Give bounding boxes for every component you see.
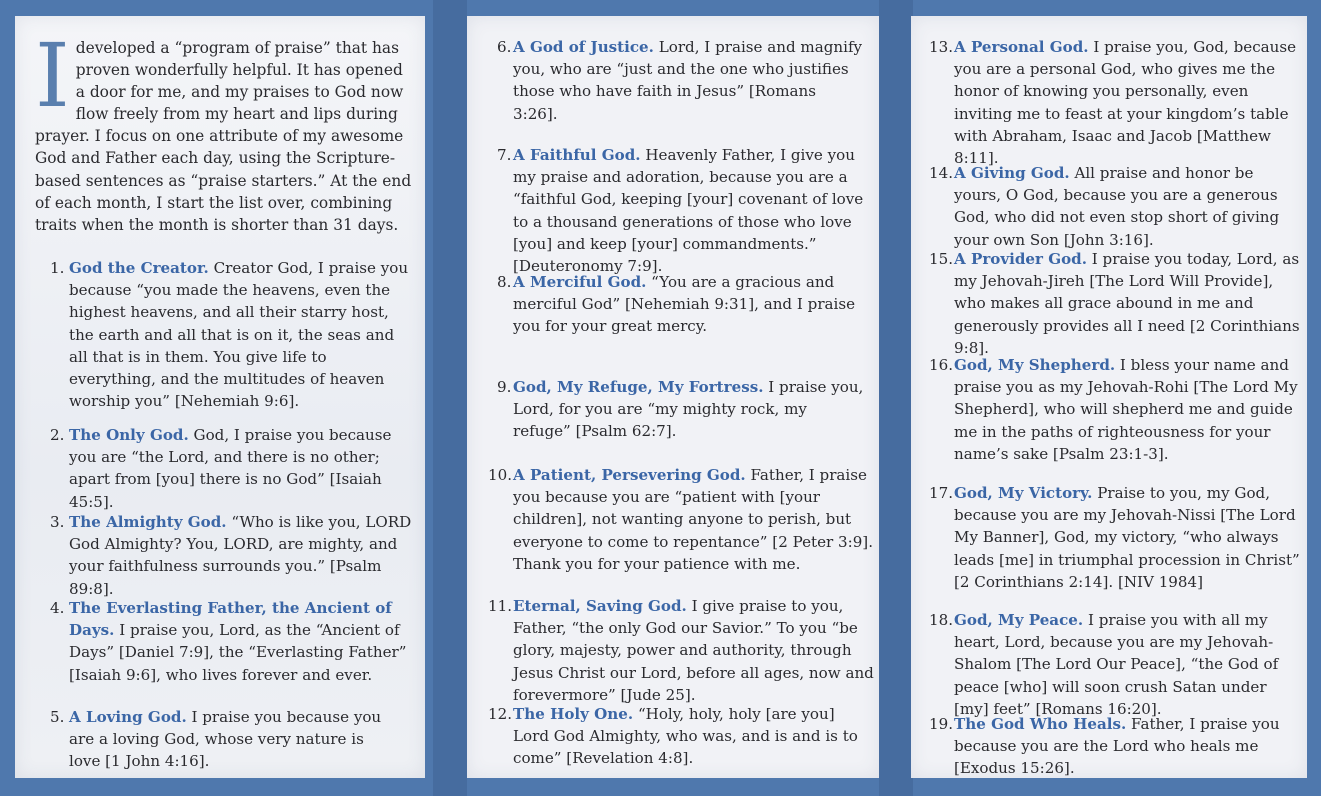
item-number: 5. bbox=[50, 708, 65, 726]
item-text: Heavenly Father, I give you my praise and adoration, because you are a “faithful God, keeping [your] covenant of love to a thousand generations of those who love [you] and keep [your] commandments.” [Deuteronomy 7:9]. bbox=[513, 146, 864, 276]
item-text: Praise to you, my God, because you are my Jehovah-Nissi [The Lord My Banner], God, my victory, “who always leads [me] in triumphal procession in Christ” [2 Corinthians 2:14]. [NIV 1984] bbox=[954, 484, 1300, 591]
item-text: God, I praise you because you are “the Lord, and there is no other; apart from [you] there is no God” [Isaiah 45:5]. bbox=[69, 426, 392, 511]
item-text: I bless your name and praise you as my Jehovah-Rohi [The Lord My Shepherd], who will shepherd me and guide me in the paths of righteousness for your name’s sake [Psalm 23:1-3]. bbox=[954, 356, 1298, 463]
item-title: God, My Peace. bbox=[954, 611, 1084, 629]
item-text: I praise you today, Lord, as my Jehovah-Jireh [The Lord Will Provide], who makes all grace abound in me and generously provides all I need [2 Corinthians 9:8]. bbox=[954, 250, 1300, 357]
item-number: 3. bbox=[50, 513, 65, 531]
praise-item bbox=[929, 36, 1299, 169]
praise-item bbox=[929, 713, 1303, 778]
praise-item bbox=[929, 609, 1303, 720]
brochure-panel-left bbox=[15, 16, 425, 778]
item-text: “Holy, holy, holy [are you] Lord God Almighty, who was, and is and is to come” [Revelation 4:8]. bbox=[513, 705, 858, 768]
item-title: A Loving God. bbox=[69, 708, 187, 726]
item-number: 11. bbox=[488, 597, 513, 615]
brochure-panel-middle bbox=[467, 16, 879, 778]
item-number: 19. bbox=[929, 715, 954, 733]
item-title: A Giving God. bbox=[954, 164, 1070, 182]
item-title: The God Who Heals. bbox=[954, 715, 1127, 733]
item-text: Creator God, I praise you because “you made the heavens, even the highest heavens, and all their starry host, the earth and all that is on it, the seas and all that is in them. You give life to everything, and the multitudes of heaven worship you” [Nehemiah 9:6]. bbox=[69, 259, 409, 411]
item-number: 8. bbox=[497, 273, 512, 291]
item-number: 12. bbox=[488, 705, 513, 723]
item-text: Father, I praise you because you are the Lord who heals me [Exodus 15:26]. bbox=[954, 715, 1280, 778]
intro-text: developed a “program of praise” that has proven wonderfully helpful. It has opened a door for me, and my praises to God now flow freely from my heart and lips during prayer. I focus on one attribute of my awesome God and Father each day, using the Scripture-based sentences as “praise starters.” At the end of each month, I start the list over, combining traits when the month is shorter than 31 days. bbox=[35, 39, 412, 234]
item-title: The Everlasting Father, the Ancient of Days. bbox=[69, 599, 392, 640]
praise-item bbox=[929, 162, 1303, 251]
praise-item bbox=[488, 464, 874, 575]
brochure-panel-right bbox=[911, 16, 1307, 778]
item-number: 10. bbox=[488, 466, 513, 484]
praise-item bbox=[497, 36, 865, 125]
intro-paragraph bbox=[35, 24, 413, 236]
item-text: All praise and honor be yours, O God, because you are a generous God, who did not even stop short of giving your own Son [John 3:16]. bbox=[954, 164, 1280, 249]
item-number: 9. bbox=[497, 378, 512, 396]
item-title: A Merciful God. bbox=[513, 273, 647, 291]
item-title: A Faithful God. bbox=[513, 146, 641, 164]
drop-cap: I bbox=[35, 24, 70, 127]
item-text: I praise you with all my heart, Lord, because you are my Jehovah-Shalom [The Lord Our Peace], “the God of peace [who] will soon crush Satan under [my] feet” [Romans 16:20]. bbox=[954, 611, 1279, 718]
item-number: 16. bbox=[929, 356, 954, 374]
item-number: 1. bbox=[50, 259, 65, 277]
praise-item bbox=[488, 595, 874, 706]
item-text: “Who is like you, LORD God Almighty? You, LORD, are mighty, and your faithfulness surrounds you.” [Psalm 89:8]. bbox=[69, 513, 412, 598]
item-number: 18. bbox=[929, 611, 954, 629]
item-text: I praise you, God, because you are a personal God, who gives me the honor of knowing you personally, even inviting me to feast at your kingdom’s table with Abraham, Isaac and Jacob [Matthew 8:11]. bbox=[954, 38, 1297, 168]
item-title: God, My Victory. bbox=[954, 484, 1093, 502]
item-number: 4. bbox=[50, 599, 65, 617]
item-text: I praise you, Lord, as the “Ancient of Days” [Daniel 7:9], the “Everlasting Father” [Isaiah 9:6], who lives forever and ever. bbox=[69, 621, 407, 684]
panel-fold-left bbox=[433, 0, 467, 796]
praise-item bbox=[497, 376, 869, 443]
item-text: I praise you because you are a loving God, whose very nature is love [1 John 4:16]. bbox=[69, 708, 382, 771]
item-title: The Holy One. bbox=[513, 705, 634, 723]
praise-item bbox=[50, 424, 415, 513]
praise-item bbox=[497, 271, 867, 338]
item-number: 6. bbox=[497, 38, 512, 56]
praise-item bbox=[488, 703, 874, 770]
item-title: A Personal God. bbox=[954, 38, 1089, 56]
item-text: I give praise to you, Father, “the only God our Savior.” To you “be glory, majesty, power and authority, through Jesus Christ our Lord, before all ages, now and forevermore” [Jude 25]. bbox=[513, 597, 874, 704]
item-number: 14. bbox=[929, 164, 954, 182]
praise-item bbox=[929, 354, 1303, 465]
item-title: Eternal, Saving God. bbox=[513, 597, 687, 615]
item-number: 7. bbox=[497, 146, 512, 164]
item-title: The Almighty God. bbox=[69, 513, 227, 531]
item-number: 17. bbox=[929, 484, 954, 502]
praise-item bbox=[929, 248, 1303, 359]
item-title: A God of Justice. bbox=[513, 38, 654, 56]
item-text: I praise you, Lord, for you are “my mighty rock, my refuge” [Psalm 62:7]. bbox=[513, 378, 864, 441]
item-title: A Patient, Persevering God. bbox=[513, 466, 746, 484]
praise-item bbox=[50, 257, 415, 412]
praise-item bbox=[497, 144, 867, 277]
item-title: God, My Shepherd. bbox=[954, 356, 1116, 374]
praise-item bbox=[50, 511, 415, 600]
item-title: God, My Refuge, My Fortress. bbox=[513, 378, 764, 396]
item-title: A Provider God. bbox=[954, 250, 1087, 268]
praise-item bbox=[50, 706, 390, 773]
panel-fold-right bbox=[879, 0, 913, 796]
item-number: 15. bbox=[929, 250, 954, 268]
item-title: God the Creator. bbox=[69, 259, 209, 277]
item-title: The Only God. bbox=[69, 426, 189, 444]
item-text: Father, I praise you because you are “patient with [your children], not wanting anyone to perish, but everyone to come to repentance” [2 Peter 3:9]. Thank you for your patience with me. bbox=[513, 466, 873, 573]
item-number: 2. bbox=[50, 426, 65, 444]
item-text: “You are a gracious and merciful God” [Nehemiah 9:31], and I praise you for your great mercy. bbox=[513, 273, 856, 336]
praise-item bbox=[50, 597, 425, 686]
praise-item bbox=[929, 482, 1303, 593]
item-text: Lord, I praise and magnify you, who are “just and the one who justifies those who have faith in Jesus” [Romans 3:26]. bbox=[513, 38, 863, 123]
item-number: 13. bbox=[929, 38, 954, 56]
